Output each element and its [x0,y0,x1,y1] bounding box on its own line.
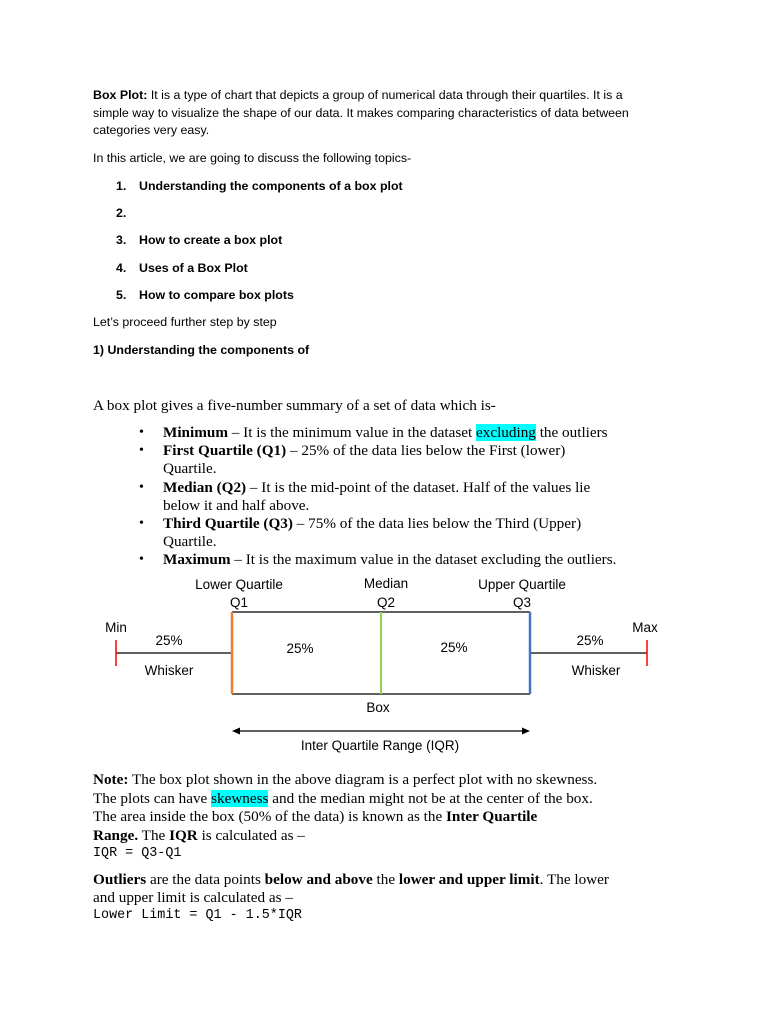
arrow-right-icon [522,728,530,735]
label-box: Box [366,700,390,715]
bullet-icon: • [139,443,144,458]
label-q3: Q3 [512,595,532,610]
summary-intro: A box plot gives a five-number summary of a set of data which is- [93,397,496,414]
lower-limit-formula: Lower Limit = Q1 - 1.5*IQR [93,908,302,923]
label-iqr: Inter Quartile Range (IQR) [300,738,460,753]
outliers-line-2: and upper limit is calculated as – [93,889,293,906]
label-lower-quartile: Lower Quartile [195,577,283,592]
bullet-q1: First Quartile (Q1) – 25% of the data lies below the First (lower) [163,442,566,459]
bullet-icon: • [139,480,144,495]
bullet-median: Median (Q2) – It is the mid-point of the dataset. Half of the values lie [163,479,591,496]
label-pct-left-whisker: 25% [155,633,183,648]
outliers-line-1: Outliers are the data points below and above the lower and upper limit. The lower [93,871,609,888]
highlight-skewness: skewness [211,790,269,807]
topics-intro: In this article, we are going to discuss the following topics- [93,151,412,165]
bullet-icon: • [139,516,144,531]
bullet-minimum: Minimum – It is the minimum value in the dataset excluding the outliers [163,424,608,441]
label-q2: Q2 [376,595,396,610]
label-min: Min [105,620,127,635]
bullet-maximum: Maximum – It is the maximum value in the dataset excluding the outliers. [163,551,617,568]
label-whisker-right: Whisker [571,663,621,678]
bullet-median-cont: below it and half above. [163,497,310,514]
intro-term: Box Plot: [93,88,148,102]
intro-line-3: categories very easy. [93,123,210,137]
note-line-3: The area inside the box (50% of the data) is known as the Inter Quartile [93,808,538,825]
highlight-excluding: excluding [476,424,536,441]
label-max: Max [632,620,658,635]
note-line-1: Note: The box plot shown in the above diagram is a perfect plot with no skewness. [93,771,598,788]
label-upper-quartile: Upper Quartile [478,577,566,592]
label-pct-box-left: 25% [286,641,314,656]
proceed-text: Let’s proceed further step by step [93,315,277,329]
label-q1: Q1 [229,595,249,610]
intro-line-2: simple way to visualize the shape of our data. It makes comparing characteristics of data between [93,106,629,120]
list-item: 5. How to compare box plots [116,288,294,302]
list-item: 3. How to create a box plot [116,233,283,247]
bullet-icon: • [139,425,144,440]
box-plot-diagram [0,570,768,770]
arrow-left-icon [232,728,240,735]
label-whisker-left: Whisker [144,663,194,678]
label-pct-right-whisker: 25% [576,633,604,648]
list-item: 4. Uses of a Box Plot [116,261,248,275]
section-heading: 1) Understanding the components of [93,343,310,357]
bullet-q1-cont: Quartile. [163,460,217,477]
note-line-2: The plots can have skewness and the median might not be at the center of the box. [93,790,593,807]
note-line-4: Range. The IQR is calculated as – [93,827,305,844]
bullet-q3-cont: Quartile. [163,533,217,550]
label-pct-box-right: 25% [440,640,468,655]
intro-line-1: Box Plot: It is a type of chart that depicts a group of numerical data through their quartiles. It is a [93,88,623,102]
list-item: 1. Understanding the components of a box plot [116,179,403,193]
bullet-icon: • [139,552,144,567]
iqr-formula: IQR = Q3-Q1 [93,846,182,861]
list-item: 2. [116,206,127,220]
label-median: Median [363,576,409,591]
bullet-q3: Third Quartile (Q3) – 75% of the data lies below the Third (Upper) [163,515,582,532]
